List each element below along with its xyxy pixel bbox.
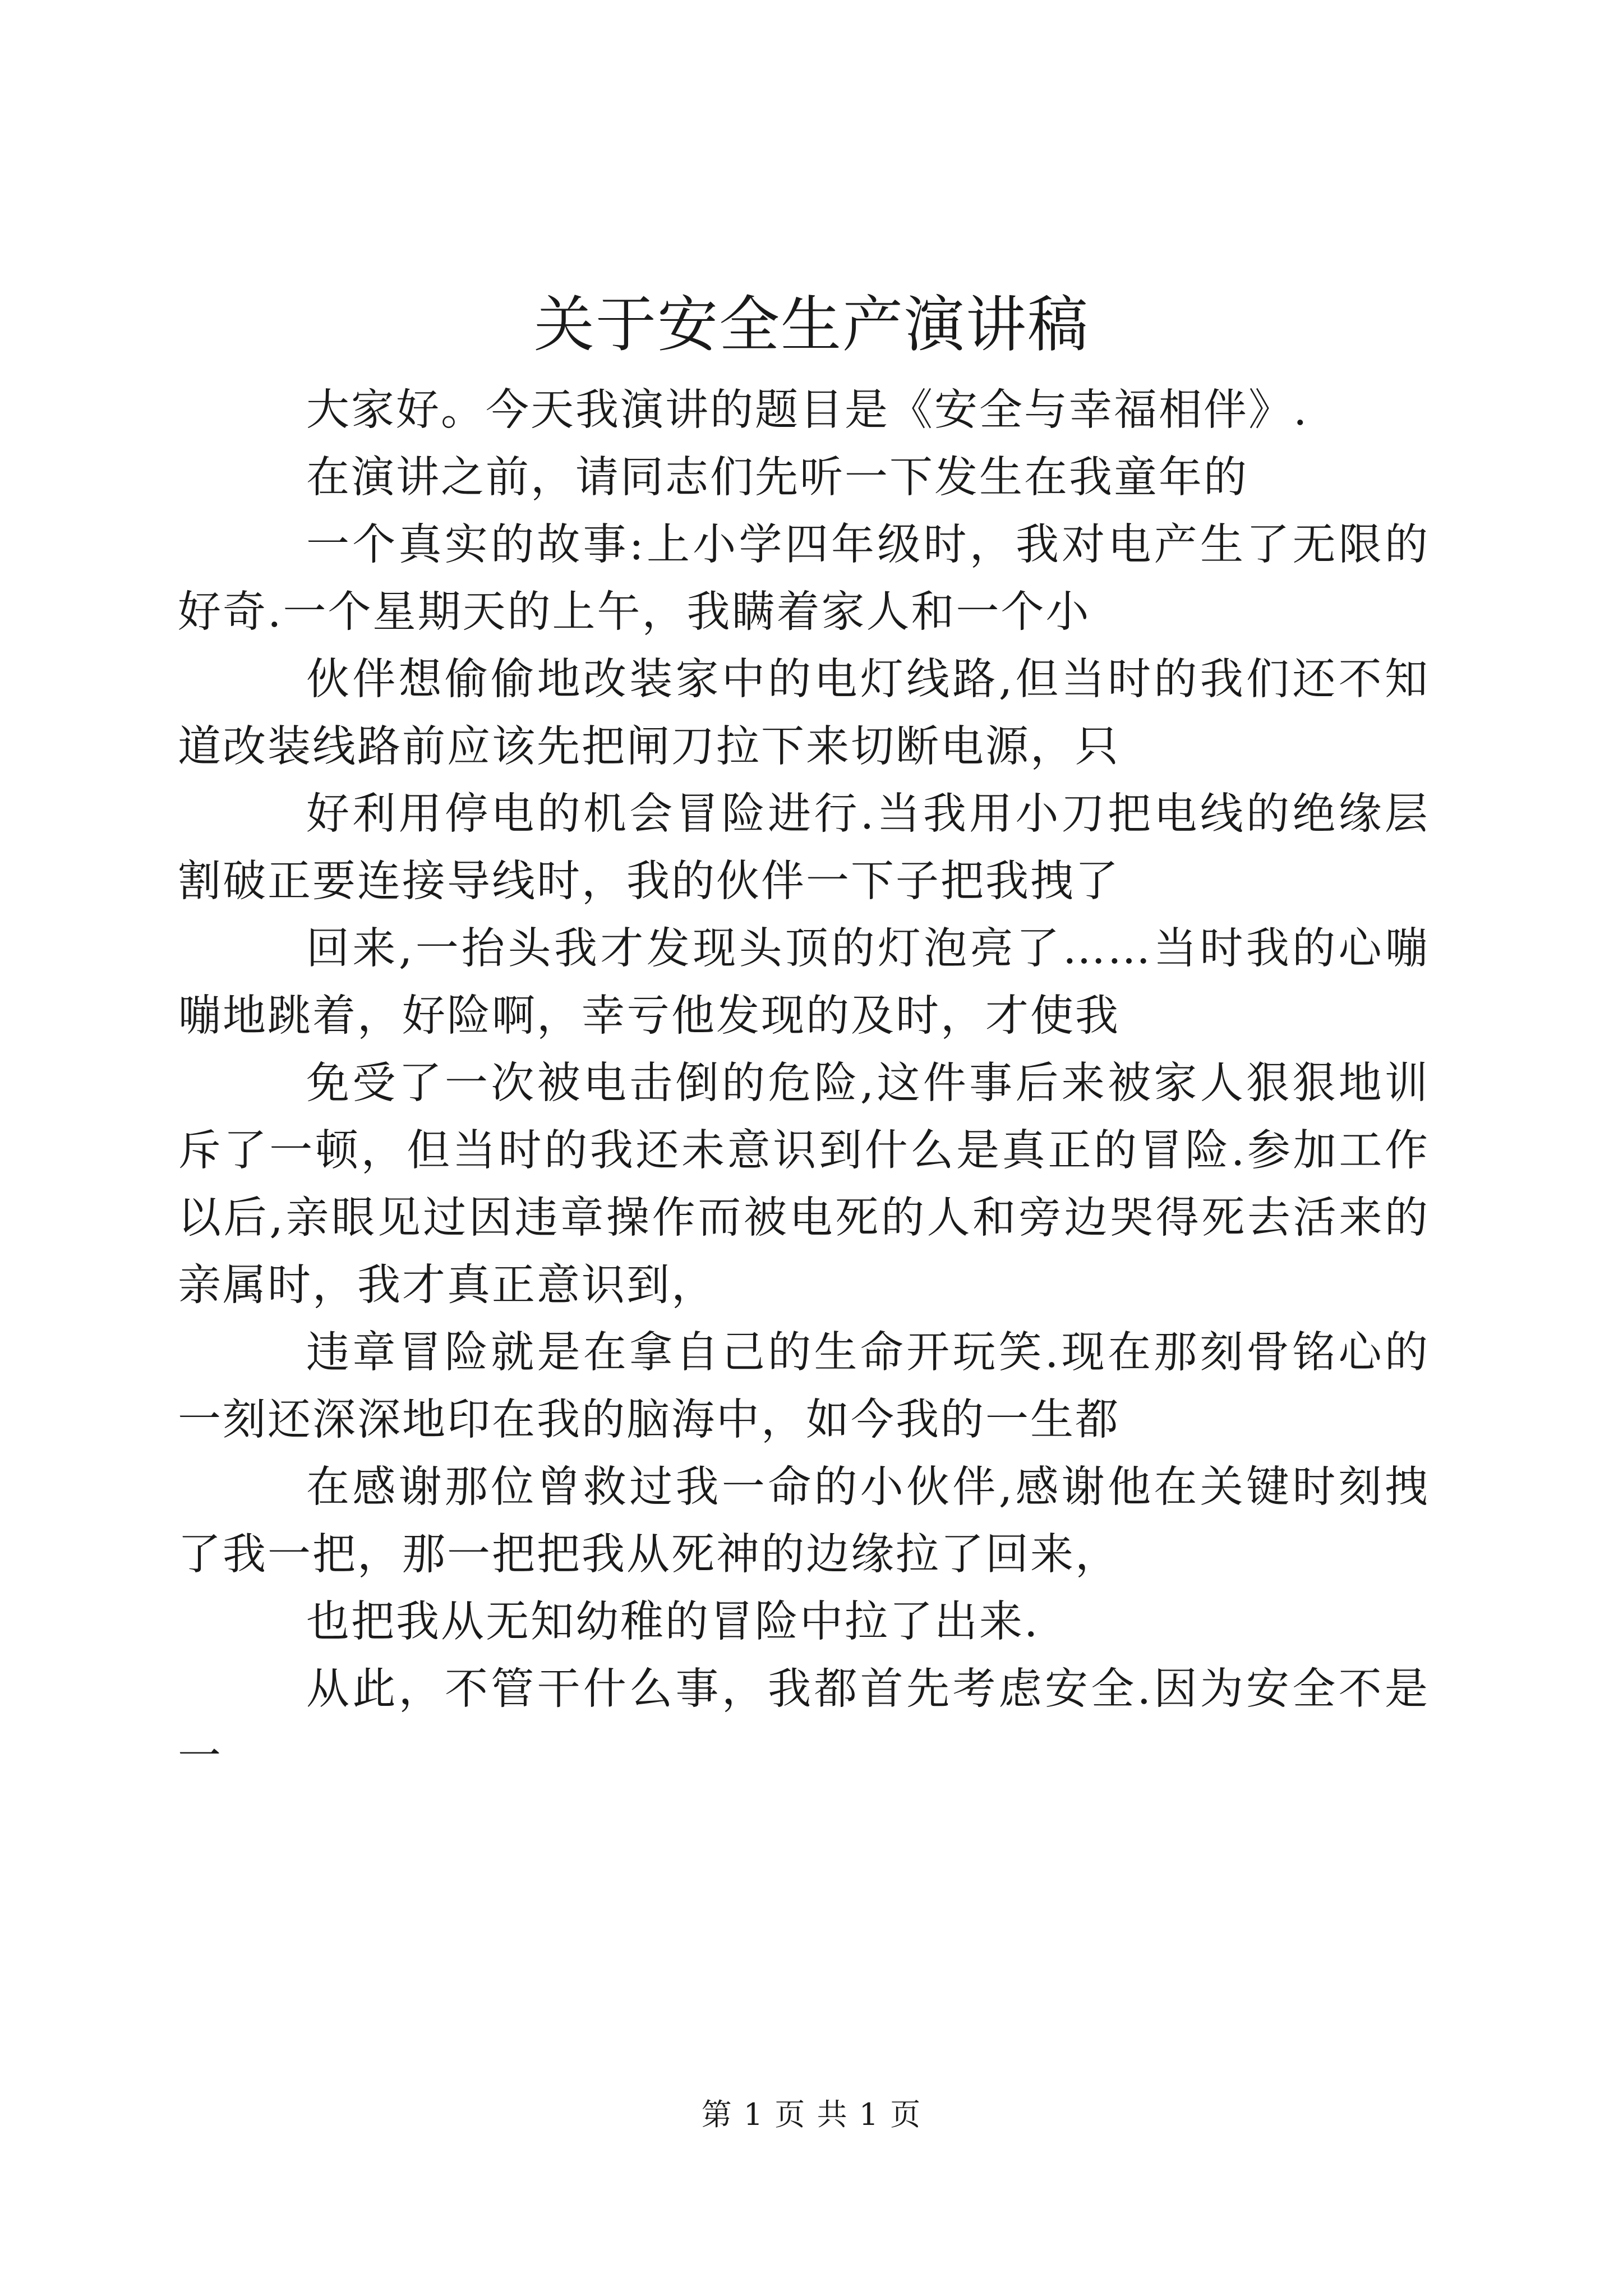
paragraph-9: 在感谢那位曾救过我一命的小伙伴,感谢他在关键时刻拽了我一把，那一把把我从死神的边缘拉了回来， — [178, 1462, 1430, 1580]
paragraph-3: 一个真实的故事:上小学四年级时，我对电产生了无限的好奇.一个星期天的上午，我瞒着家人和一个小 — [178, 520, 1430, 637]
paragraph-5: 好利用停电的机会冒险进行.当我用小刀把电线的绝缘层割破正要连接导线时，我的伙伴一下子把我拽了 — [178, 789, 1430, 907]
paragraph-7: 免受了一次被电击倒的危险,这件事后来被家人狠狠地训斥了一顿，但当时的我还未意识到什么是真正的冒险.参加工作以后,亲眼见过因违章操作而被电死的人和旁边哭得死去活来的亲属时，我才真正意识到， — [178, 1059, 1430, 1310]
document-body — [178, 377, 1430, 1791]
paragraph-11: 从此，不管干什么事，我都首先考虑安全.因为安全不是一 — [178, 1664, 1430, 1782]
paragraph-10: 也把我从无知幼稚的冒险中拉了出来. — [306, 1597, 1040, 1647]
paragraph-6: 回来,一抬头我才发现头顶的灯泡亮了……当时我的心嘣嘣地跳着，好险啊，幸亏他发现的及时，才使我 — [178, 924, 1430, 1041]
paragraph-4: 伙伴想偷偷地改装家中的电灯线路,但当时的我们还不知道改装线路前应该先把闸刀拉下来切断电源，只 — [178, 655, 1430, 772]
paragraph-8: 违章冒险就是在拿自己的生命开玩笑.现在那刻骨铭心的一刻还深深地印在我的脑海中，如今我的一生都 — [178, 1328, 1430, 1445]
paragraph-1: 大家好。今天我演讲的题目是《安全与幸福相伴》. — [306, 385, 1309, 435]
document-title: 关于安全生产演讲稿 — [533, 290, 1089, 360]
page-footer: 第 1 页 共 1 页 — [701, 2097, 922, 2132]
paragraph-2: 在演讲之前，请同志们先听一下发生在我童年的 — [306, 453, 1248, 503]
